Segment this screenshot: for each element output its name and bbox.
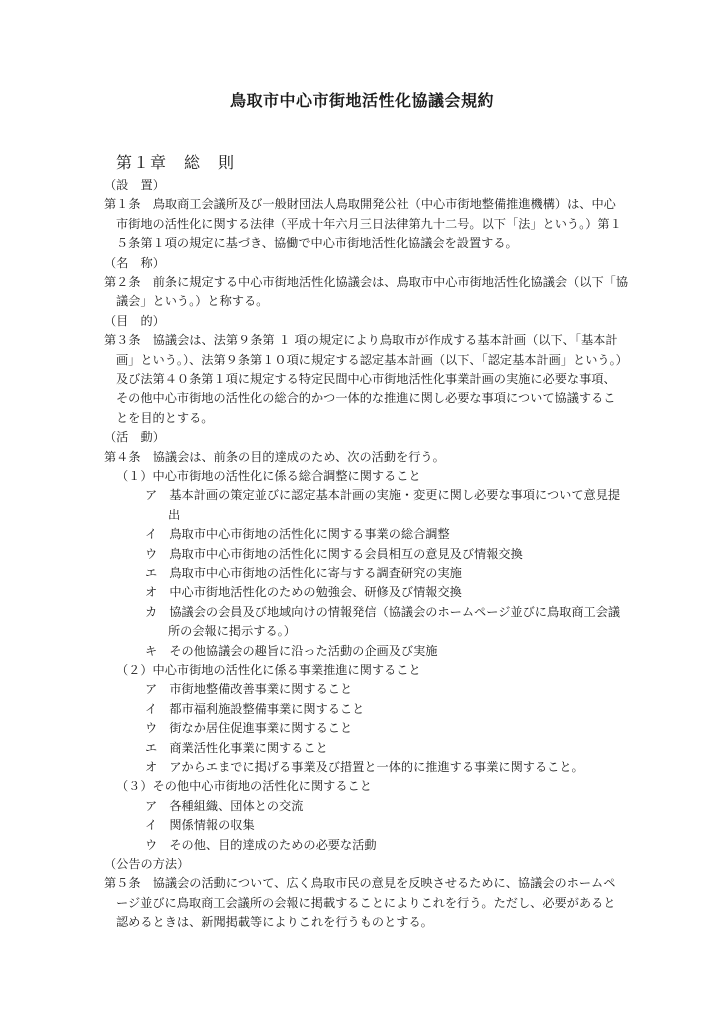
text-line: 出 xyxy=(168,507,181,522)
article-line: 第１条 鳥取商工会議所及び一般財団法人鳥取開発公社（中心市街地整備推進機構）は、中心 xyxy=(104,197,616,212)
list-item: ア 市街地整備改善事業に関すること xyxy=(145,682,353,697)
text-line: 議会」という。）と称する。 xyxy=(116,294,269,309)
text-line: とを目的とする。 xyxy=(116,410,214,425)
chapter-heading: 第１章 総 則 xyxy=(116,153,236,172)
list-item: オ 中心市街地活性化のための勉強会、研修及び情報交換 xyxy=(145,585,462,600)
list-item: イ 鳥取市中心市街地の活性化に関する事業の総合調整 xyxy=(145,527,450,542)
text-line: ージ並びに鳥取商工会議所の会報に掲載することによりこれを行う。ただし、必要があると xyxy=(116,895,616,910)
article-caption: （名 称） xyxy=(104,255,165,270)
article-caption: （目 的） xyxy=(104,313,165,328)
document-title: 鳥取市中心市街地活性化協議会規約 xyxy=(229,91,494,110)
text-line: 市街地の活性化に関する法律（平成十年六月三日法律第九十二号。以下「法」という。）第１ xyxy=(116,216,622,231)
list-item: オ アからエまでに掲げる事業及び措置と一体的に推進する事業に関すること。 xyxy=(145,760,584,774)
list-item: ウ 鳥取市中心市街地の活性化に関する会員相互の意見及び情報交換 xyxy=(145,546,523,561)
list-item: イ 関係情報の収集 xyxy=(145,818,255,833)
article-caption: （公告の方法） xyxy=(104,857,190,871)
text-line: 及び法第４０条第１項に規定する特定民間中心市街地活性化事業計画の実施に必要な事項、 xyxy=(116,372,616,386)
article-caption: （設 置） xyxy=(104,178,165,192)
article-line: 第４条 協議会は、前条の目的達成のため、次の活動を行う。 xyxy=(104,449,445,464)
text-line: （１）中心市街地の活性化に係る総合調整に関すること xyxy=(116,469,421,483)
article-line: 第５条 協議会の活動について、広く鳥取市民の意見を反映させるために、協議会のホームペ xyxy=(104,876,616,891)
text-line: （３）その他中心市街地の活性化に関すること xyxy=(116,779,372,794)
article-caption: （活 動） xyxy=(104,430,165,445)
list-item: ア 基本計画の策定並びに認定基本計画の実施・変更に関し必要な事項について意見提 xyxy=(145,488,621,503)
article-line: 第２条 前条に規定する中心市街地活性化協議会は、鳥取市中心市街地活性化協議会（以下「協 xyxy=(104,275,629,289)
list-item: ウ 街なか居住促進事業に関すること xyxy=(145,721,353,736)
list-item: エ 鳥取市中心市街地の活性化に寄与する調査研究の実施 xyxy=(145,566,462,580)
text-line: ５条第１項の規定に基づき、協働で中心市街地活性化協議会を設置する。 xyxy=(116,236,518,251)
text-line: 所の会報に掲示する。） xyxy=(168,624,296,639)
list-item: エ 商業活性化事業に関すること xyxy=(145,740,328,755)
article-line: 第３条 協議会は、法第９条第 １ 項の規定により鳥取市が作成する基本計画（以下、「基本計 xyxy=(104,333,618,348)
text-line: その他中心市街地の活性化の総合的かつ一体的な推進に関し必要な事項について協議するこ xyxy=(116,391,616,406)
list-item: イ 都市福利施設整備事業に関すること xyxy=(145,701,365,716)
text-line: （２）中心市街地の活性化に係る事業推進に関すること xyxy=(116,663,421,677)
text-line: 画」という。）、法第９条第１０項に規定する認定基本計画（以下、「認定基本計画」という。） xyxy=(116,352,628,367)
list-item: キ その他協議会の趣旨に沿った活動の企画及び実施 xyxy=(145,643,438,658)
list-item: ア 各種組織、団体との交流 xyxy=(145,798,304,813)
list-item: ウ その他、目的達成のための必要な活動 xyxy=(145,837,377,852)
text-line: 認めるときは、新聞掲載等によりこれを行うものとする。 xyxy=(116,915,433,930)
list-item: カ 協議会の会員及び地域向けの情報発信（協議会のホームページ並びに鳥取商工会議 xyxy=(145,604,621,619)
